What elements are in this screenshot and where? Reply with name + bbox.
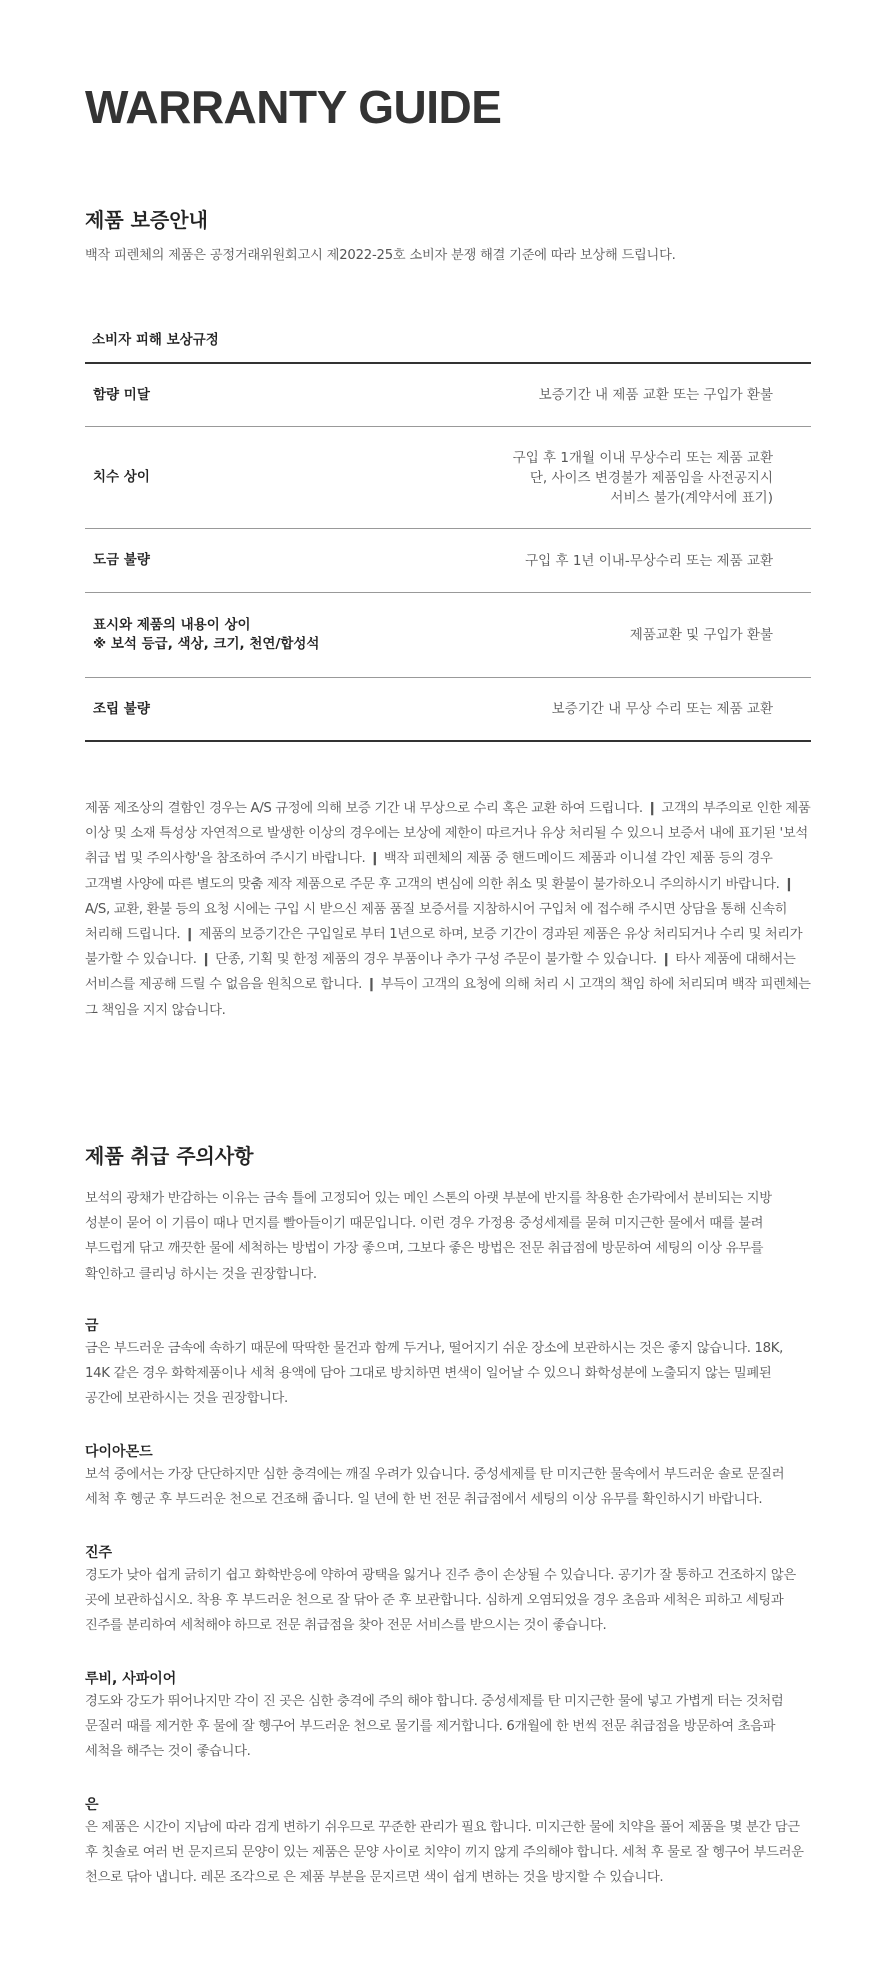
row-label-text: 조립 불량 <box>93 700 150 717</box>
row-value-line: 보증기간 내 제품 교환 또는 구입가 환불 <box>538 387 773 403</box>
warranty-intro: 백작 피렌체의 제품은 공정거래위원회고시 제2022-25호 소비자 분쟁 해결 기준에 따라 보상해 드립니다. <box>85 248 676 263</box>
care-text: 경도가 낮아 쉽게 긁히기 쉽고 화학반응에 약하여 광택을 잃거나 진주 층이 손상될 수 있습니다. 공기가 잘 통하고 건조하지 않은 곳에 보관하십시오. 착용 후 부드러운 천으로 잘 닦아 준 후 보관합니다. 심하게 오염되었을 경우 초음파 세척은 피하고 세팅과 진주를 분리하여 세척해야 하므로 전문 취급점을 찾아 전문 서비스를 받으시는 것이 좋습니다. <box>85 1568 796 1634</box>
row-value <box>513 448 773 508</box>
table-row <box>85 426 811 528</box>
care-item-diamond <box>85 1442 811 1512</box>
row-label <box>93 551 150 570</box>
table-row <box>85 677 811 740</box>
care-item-silver <box>85 1795 811 1891</box>
row-value <box>525 551 773 571</box>
row-value-line: 구입 후 1년 이내-무상수리 또는 제품 교환 <box>525 552 773 569</box>
row-label <box>93 700 150 719</box>
row-label-text: 도금 불량 <box>93 552 150 568</box>
row-value-line: 제품교환 및 구입가 환불 <box>629 627 773 643</box>
row-value-line: 구입 후 1개월 이내 무상수리 또는 제품 교환 <box>512 449 773 466</box>
table-row <box>85 364 811 426</box>
warranty-section-title: 제품 보증안내 <box>85 208 208 232</box>
row-label-text: 표시와 제품의 내용이 상이 <box>93 617 251 633</box>
row-label <box>93 386 150 405</box>
care-heading: 금 <box>85 1318 99 1334</box>
row-label-text: 치수 상이 <box>93 469 150 485</box>
row-value-line: 단, 사이즈 변경불가 제품임을 사전공지시 <box>529 469 773 486</box>
row-value <box>630 625 773 645</box>
compensation-table <box>85 362 811 742</box>
warranty-notice: 제품 제조상의 결함인 경우는 A/S 규정에 의해 보증 기간 내 무상으로 수리 혹은 교환 하여 드립니다. ❙ 고객의 부주의로 인한 제품 이상 및 소재 특성상 자연적으로 발생한 이상의 경우에는 보상에 제한이 따르거나 유상 처리될 수 있으니 보증서 내에 표기된 '보석 취급 법 및 주의사항'을 참조하여 주시기 바랍니다. ❙ 백작 피렌체의 제품 중 핸드메이드 제품과 이니셜 각인 제품 등의 경우 고객별 사양에 따른 별도의 맞춤 제작 제품으로 주문 후 고객의 변심에 의한 취소 및 환불이 불가하오니 주의하시기 바랍니다. ❙ A/S, 교환, 환불 등의 요청 시에는 구입 시 받으신 제품 품질 보증서를 지참하시어 구입처 에 접수해 주시면 상담을 통해 신속히 처리해 드립니다. ❙ 제품의 보증기간은 구입일로 부터 1년으로 하며, 보증 기간이 경과된 제품은 유상 처리되거나 수리 및 처리가 불가할 수 있습니다. ❙ 단종, 기획 및 한정 제품의 경우 부품이나 추가 구성 주문이 불가할 수 있습니다. ❙ 타사 제품에 대해서는 서비스를 제공해 드릴 수 없음을 원칙으로 합니다. ❙ 부득이 고객의 요청에 의해 처리 시 고객의 책임 하에 처리되며 백작 피렌체는 그 책임을 지지 않습니다. <box>85 801 811 1018</box>
care-text: 경도와 강도가 뛰어나지만 각이 진 곳은 심한 충격에 주의 해야 합니다. 중성세제를 탄 미지근한 물에 넣고 가볍게 터는 것처럼 문질러 때를 제거한 후 물에 잘 헹구어 부드러운 천으로 물기를 제거합니다. 6개월에 한 번씩 전문 취급점을 방문하여 초음파 세척을 해주는 것이 좋습니다. <box>85 1694 784 1760</box>
care-text: 보석 중에서는 가장 단단하지만 심한 충격에는 깨질 우려가 있습니다. 중성세제를 탄 미지근한 물속에서 부드러운 솔로 문질러 세척 후 헹군 후 부드러운 천으로 건조해 줍니다. 일 년에 한 번 전문 취급점에서 세팅의 이상 유무를 확인하시기 바랍니다. <box>85 1467 785 1508</box>
care-text: 은 제품은 시간이 지남에 따라 검게 변하기 쉬우므로 꾸준한 관리가 필요 합니다. 미지근한 물에 치약을 풀어 제품을 몇 분간 담근 후 칫솔로 여러 번 문지르되 문양이 있는 제품은 문양 사이로 치약이 끼지 않게 주의해야 합니다. 세척 후 물로 잘 헹구어 부드러운 천으로 닦아 냅니다. 레몬 조각으로 은 제품 부분을 문지르면 색이 쉽게 변하는 것을 방지할 수 있습니다. <box>85 1820 804 1886</box>
care-item-gold <box>85 1316 811 1412</box>
care-section-title: 제품 취급 주의사항 <box>85 1144 254 1168</box>
care-heading: 진주 <box>85 1545 113 1561</box>
row-value <box>552 699 773 719</box>
care-heading: 루비, 사파이어 <box>85 1671 177 1687</box>
row-label-text: 함량 미달 <box>93 386 150 403</box>
care-item-pearl <box>85 1543 811 1639</box>
care-text: 금은 부드러운 금속에 속하기 때문에 딱딱한 물건과 함께 두거나, 떨어지기 쉬운 장소에 보관하시는 것은 좋지 않습니다. 18K, 14K 같은 경우 화학제품이나 세척 용액에 담아 그대로 방치하면 변색이 일어날 수 있으니 화학성분에 노출되지 않는 밀폐된 공간에 보관하시는 것을 권장합니다. <box>85 1341 783 1407</box>
care-heading: 다이아몬드 <box>85 1444 153 1460</box>
row-value <box>539 385 773 405</box>
care-heading: 은 <box>85 1797 99 1813</box>
care-item-ruby-sapphire <box>85 1669 811 1765</box>
compensation-table-caption: 소비자 피해 보상규정 <box>92 332 219 348</box>
row-value-line: 서비스 불가(계약서에 표기) <box>610 489 773 506</box>
row-value-line: 보증기간 내 무상 수리 또는 제품 교환 <box>551 701 773 717</box>
page-title: WARRANTY GUIDE <box>85 81 502 133</box>
table-row <box>85 528 811 592</box>
care-intro: 보석의 광채가 반감하는 이유는 금속 틀에 고정되어 있는 메인 스톤의 아랫 부분에 반지를 착용한 손가락에서 분비되는 지방 성분이 묻어 이 기름이 때나 먼지를 빨아들이기 때문입니다. 이런 경우 가정용 중성세제를 묻혀 미지근한 물에서 때를 불려 부드럽게 닦고 깨끗한 물에 세척하는 방법이 가장 좋으며, 그보다 좋은 방법은 전문 취급점에 방문하여 세팅의 이상 유무를 확인하고 클리닝 하시는 것을 권장합니다. <box>85 1191 772 1282</box>
row-label <box>93 468 150 487</box>
row-label <box>93 616 319 654</box>
row-note: ※ 보석 등급, 색상, 크기, 천연/합성석 <box>93 636 320 652</box>
table-row <box>85 592 811 677</box>
